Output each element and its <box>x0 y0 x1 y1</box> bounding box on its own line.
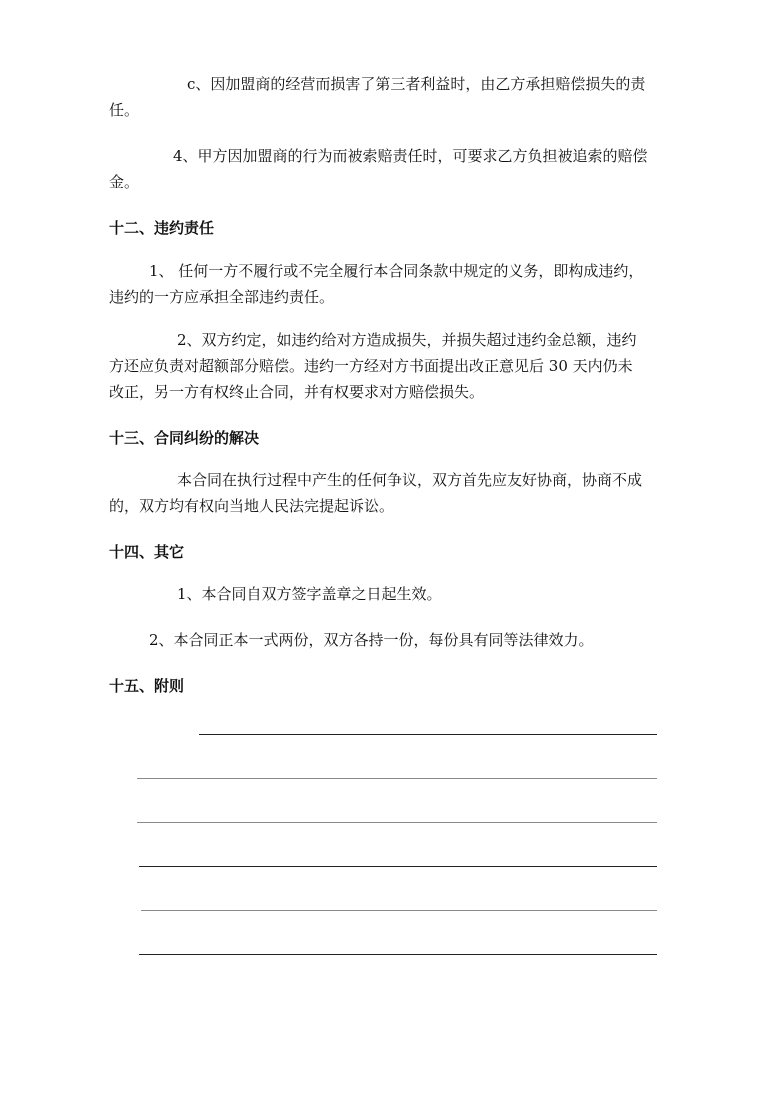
section-12-item-1-line-1: 1、 任何一方不履行或不完全履行本合同条款中规定的义务，即构成违约， <box>149 262 644 280</box>
section-15-heading: 十五、附则 <box>109 677 185 695</box>
section-12-item-1-line-2: 违约的一方应承担全部违约责任。 <box>109 288 335 306</box>
section-12-item-2-line-2: 方还应负责对超额部分赔偿。违约一方经对方书面提出改正意见后 30 天内仍未 <box>109 357 633 375</box>
section-13-paragraph-line-1: 本合同在执行过程中产生的任何争议，双方首先应友好协商，协商不成 <box>177 471 643 489</box>
clause-c-line-2: 任。 <box>109 101 140 119</box>
section-13-heading: 十三、合同纠纷的解决 <box>109 429 260 447</box>
section-14-item-2: 2、本合同正本一式两份，双方各持一份，每份具有同等法律效力。 <box>149 631 594 649</box>
section-14-item-1: 1、本合同自双方签字盖章之日起生效。 <box>177 585 442 603</box>
blank-fill-line <box>139 954 657 955</box>
section-12-item-2-line-1: 2、双方约定，如违约给对方造成损失，并损失超过违约金总额，违约 <box>177 331 637 349</box>
section-13-paragraph-line-2: 的，双方均有权向当地人民法完提起诉讼。 <box>109 497 395 515</box>
clause-c-line-1: c、因加盟商的经营而损害了第三者利益时，由乙方承担赔偿损失的责 <box>187 75 646 93</box>
blank-fill-line <box>137 822 657 823</box>
blank-fill-line <box>141 910 657 911</box>
blank-fill-line <box>137 778 657 779</box>
blank-fill-line <box>199 734 657 735</box>
section-12-heading: 十二、违约责任 <box>109 219 215 237</box>
section-14-heading: 十四、其它 <box>109 543 185 561</box>
clause-4-line-1: 4、甲方因加盟商的行为而被索赔责任时，可要求乙方负担被追索的赔偿 <box>173 147 648 165</box>
section-12-item-2-line-3: 改正，另一方有权终止合同，并有权要求对方赔偿损失。 <box>109 383 485 401</box>
clause-4-line-2: 金。 <box>109 173 140 191</box>
blank-fill-line <box>139 866 657 867</box>
